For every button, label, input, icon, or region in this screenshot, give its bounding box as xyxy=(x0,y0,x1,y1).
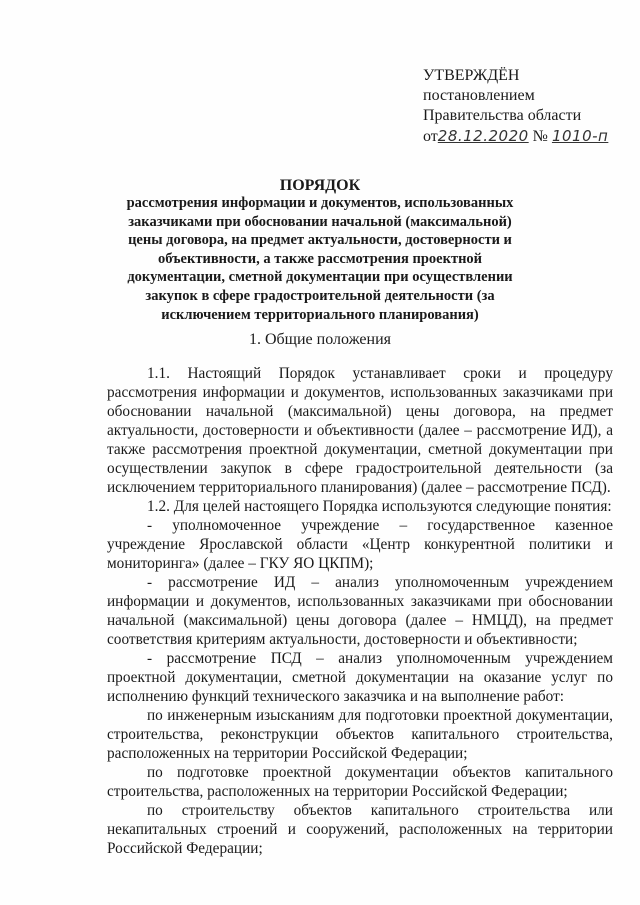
approval-stamp xyxy=(423,66,633,147)
document-subtitle: рассмотрения информации и документов, использованных заказчиками при обосновании начальной (максимальной) цены договора, на предмет актуальности, достоверности и объективности, а также рассмотрения проектной документации, сметной документации при осуществлении закупок в сфере градостроительной деятельности (за исключением территориального планирования) xyxy=(126,195,514,323)
date-prefix: от xyxy=(423,128,438,145)
approval-resolution: постановлением xyxy=(423,87,535,104)
date-value: 28.12.2020 xyxy=(437,127,529,145)
section-heading: 1. Общие положения xyxy=(248,331,392,348)
approval-date-number xyxy=(423,126,633,147)
document-body xyxy=(107,364,613,858)
number-value: 1010-п xyxy=(551,127,609,145)
number-prefix: № xyxy=(532,128,548,145)
document-title: ПОРЯДОК xyxy=(279,177,361,194)
approval-government: Правительства области xyxy=(423,107,582,124)
paragraph: по инженерным изысканиям для подготовки проектной документации, строительства, реконструкции объектов капитального строительства, расположенных на территории Российской Федерации; xyxy=(107,707,613,762)
paragraph: по строительству объектов капитального строительства или некапитальных строений и сооружений, расположенных на территории Российской Федерации; xyxy=(107,802,613,857)
paragraph: - рассмотрение ПСД – анализ уполномоченным учреждением проектной документации, сметной документации на оказание услуг по исполнению функций технического заказчика и на выполнение работ: xyxy=(107,650,613,705)
paragraph: 1.2. Для целей настоящего Порядка используются следующие понятия: xyxy=(147,498,612,515)
paragraph: - уполномоченное учреждение – государственное казенное учреждение Ярославской области «Центр конкурентной политики и мониторинга» (далее – ГКУ ЯО ЦКПМ); xyxy=(107,517,613,572)
approval-heading: УТВЕРЖДЁН xyxy=(423,67,520,84)
paragraph: - рассмотрение ИД – анализ уполномоченным учреждением информации и документов, использованных заказчиками при обосновании начальной (максимальной) цены договора (далее – НМЦД), на предмет соответствия критериям актуальности, достоверности и объективности; xyxy=(107,574,613,648)
paragraph: 1.1. Настоящий Порядок устанавливает сроки и процедуру рассмотрения информации и документов, использованных заказчиками при обосновании начальной (максимальной) цены договора, на предмет актуальности, достоверности и объективности (далее – рассмотрение ИД), а также рассмотрения проектной документации, сметной документации при осуществлении закупок в сфере градостроительной деятельности (за исключением территориального планирования) (далее – рассмотрение ПСД). xyxy=(107,365,613,496)
paragraph: по подготовке проектной документации объектов капитального строительства, расположенных на территории Российской Федерации; xyxy=(107,764,613,800)
